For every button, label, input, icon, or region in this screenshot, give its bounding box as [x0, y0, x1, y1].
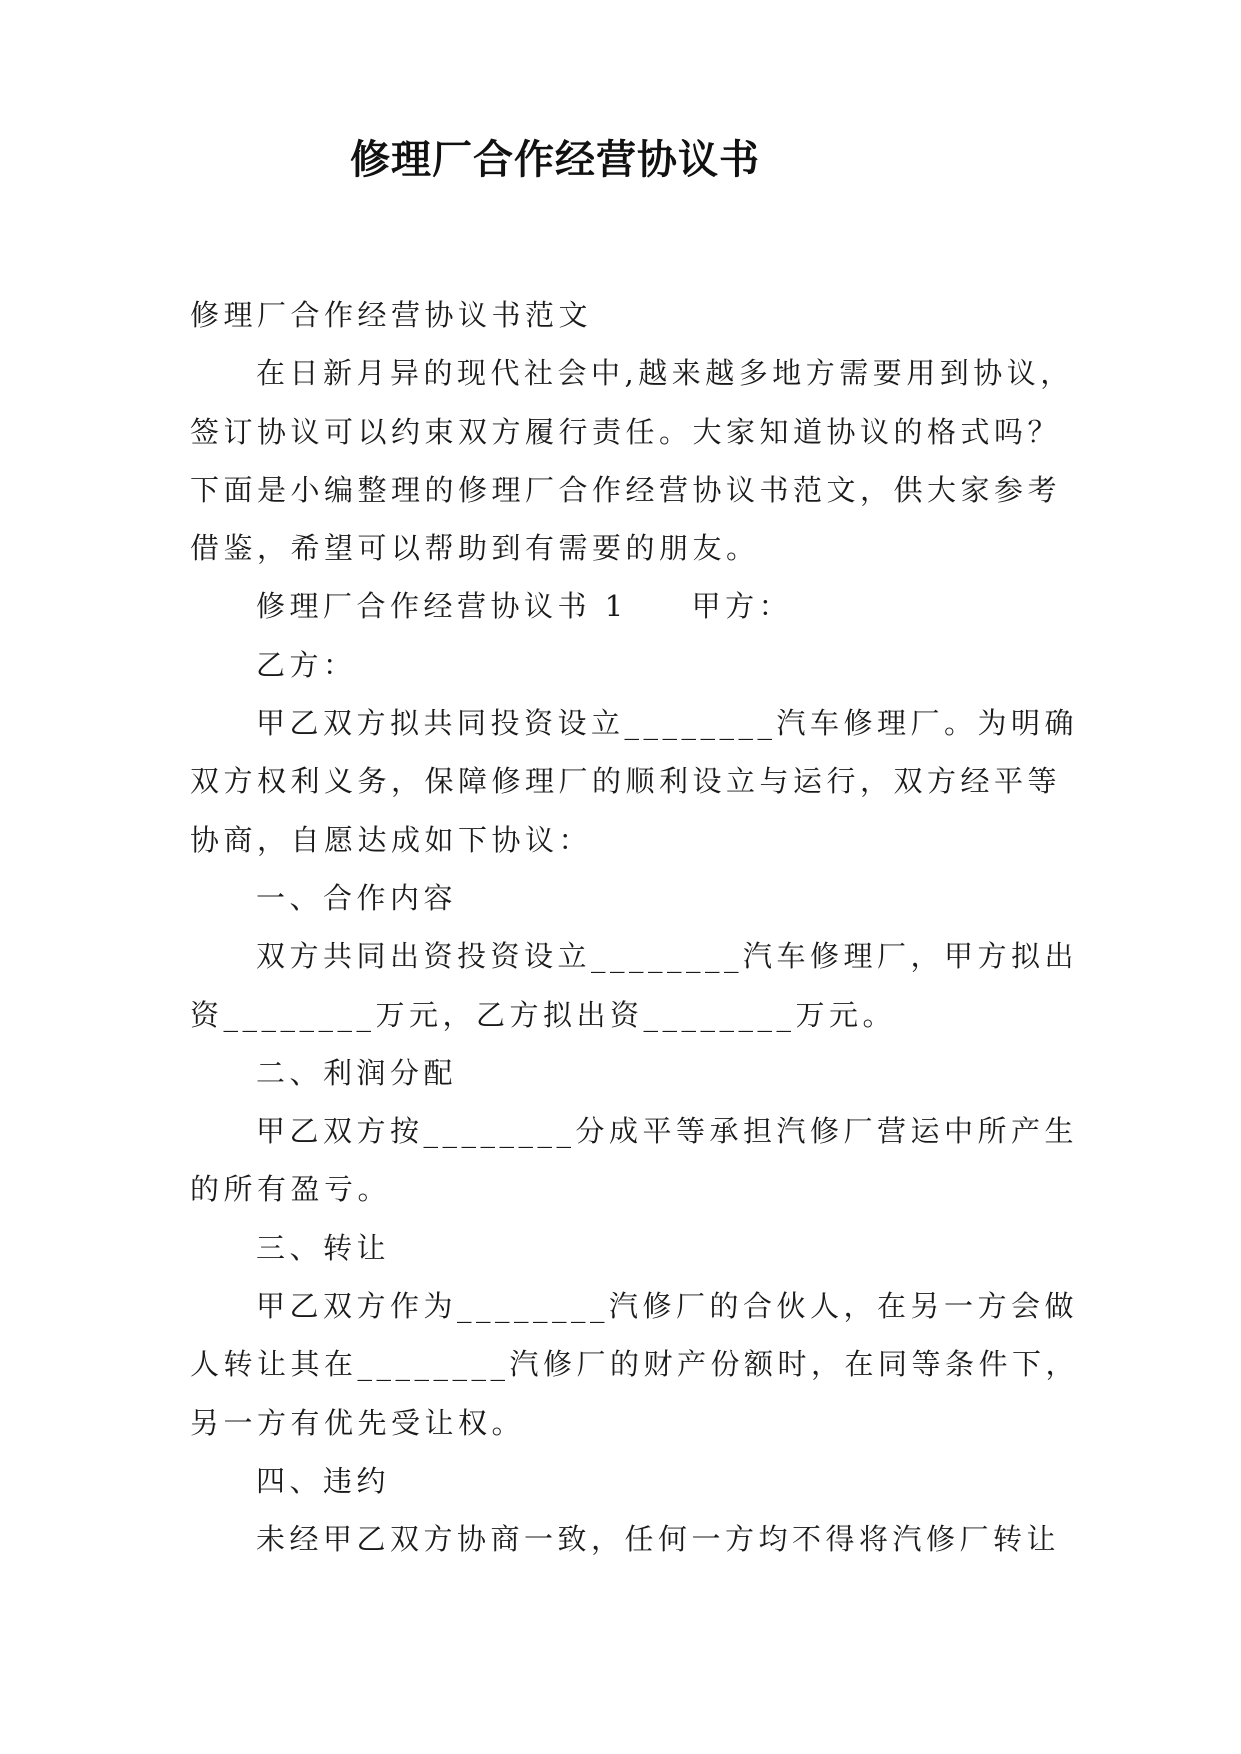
- paragraph-line: 双方共同出资投资设立________汽车修理厂，甲方拟出: [256, 939, 1079, 974]
- paragraph-line: 双方权利义务，保障修理厂的顺利设立与运行，双方经平等: [190, 764, 1062, 799]
- paragraph-line: 借鉴，希望可以帮助到有需要的朋友。: [190, 531, 760, 566]
- paragraph-line: 人转让其在________汽修厂的财产份额时，在同等条件下，: [190, 1347, 1080, 1382]
- paragraph-line: 的所有盈亏。: [190, 1172, 392, 1207]
- paragraph-line: 签订协议可以约束双方履行责任。大家知道协议的格式吗？: [190, 414, 1062, 449]
- agreement-number-label: 修理厂合作经营协议书 1: [256, 589, 628, 624]
- document-title: 修理厂合作经营协议书: [350, 137, 760, 183]
- paragraph-line: 下面是小编整理的修理厂合作经营协议书范文，供大家参考: [190, 472, 1062, 507]
- section-heading: 四、违约: [256, 1463, 391, 1498]
- paragraph-line: 资________万元，乙方拟出资________万元。: [190, 997, 897, 1032]
- paragraph-line: 未经甲乙双方协商一致，任何一方均不得将汽修厂转让: [256, 1522, 1061, 1557]
- party-b-label: 乙方：: [256, 647, 357, 682]
- subtitle-line: 修理厂合作经营协议书范文: [190, 298, 593, 332]
- paragraph-line: 协商，自愿达成如下协议：: [190, 822, 593, 857]
- paragraph-line: 在日新月异的现代社会中,越来越多地方需要用到协议，: [256, 356, 1074, 391]
- paragraph-line: 甲乙双方拟共同投资设立________汽车修理厂。为明确: [256, 706, 1079, 741]
- section-heading: 一、合作内容: [256, 880, 458, 915]
- agreement-heading-line: [190, 577, 1090, 635]
- paragraph-line: 甲乙双方按________分成平等承担汽修厂营运中所产生: [256, 1114, 1079, 1149]
- paragraph-line: 甲乙双方作为________汽修厂的合伙人，在另一方会做: [256, 1289, 1079, 1324]
- party-a-label: 甲方：: [691, 589, 793, 624]
- paragraph-line: 另一方有优先受让权。: [190, 1405, 526, 1440]
- section-heading: 三、转让: [256, 1230, 391, 1265]
- document-body: [190, 286, 1090, 1569]
- section-heading: 二、利润分配: [256, 1055, 458, 1090]
